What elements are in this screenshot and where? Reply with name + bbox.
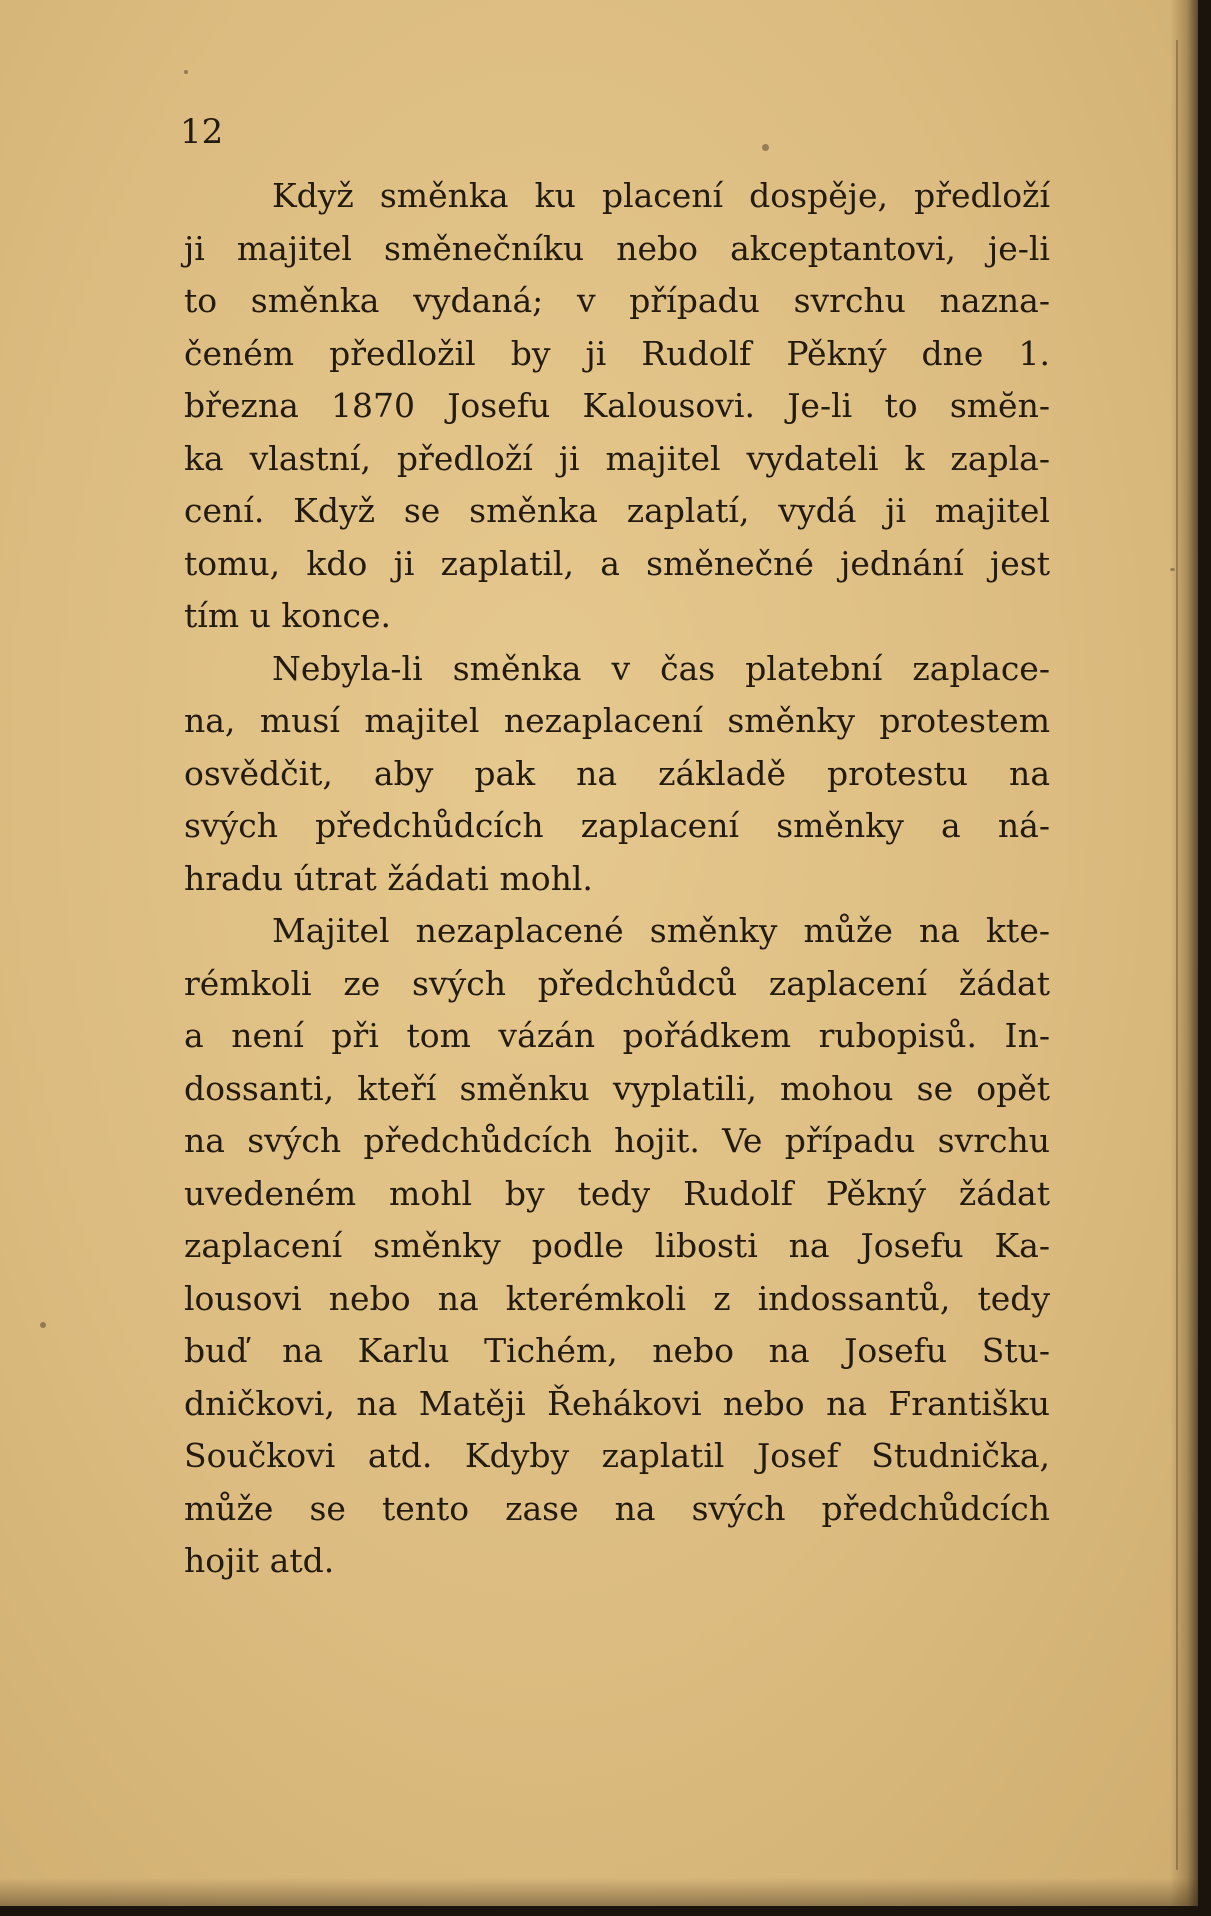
paragraph-1 [184,170,1050,643]
page-number: 12 [180,112,224,152]
text-line: dničkovi, na Matěji Řehákovi nebo na Františku [184,1383,1050,1423]
text-line: ji majitel směnečníku nebo akceptantovi, je-li [184,228,1050,268]
text-line: hojit atd. [184,1541,335,1580]
paper-speck [40,1322,46,1328]
text-line: dossanti, kteří směnku vyplatili, mohou se opět [184,1068,1050,1108]
page-right-edge [1170,0,1198,1906]
text-line: zaplacení směnky podle libosti na Josefu Ka- [184,1226,1050,1265]
text-line: Nebyla-li směnka v čas platební zaplace- [272,648,1050,688]
paper-speck [184,70,188,74]
text-line: hradu útrat žádati mohl. [184,858,593,898]
text-line: buď na Karlu Tichém, nebo na Josefu Stu- [184,1331,1050,1370]
page-bottom-edge [0,1878,1198,1906]
text-line: Když směnka ku placení dospěje, předloží [272,176,1050,215]
text-line: Majitel nezaplacené směnky může na kte- [272,911,1050,950]
text-line: svých předchůdcích zaplacení směnky a ná- [184,806,1050,845]
text-line: lousovi nebo na kterémkoli z indossantů, tedy [184,1278,1050,1318]
body-text [184,170,1050,1588]
text-line: tomu, kdo ji zaplatil, a směnečné jednání jest [184,543,1050,583]
text-line: ka vlastní, předloží ji majitel vydateli k zapla- [184,438,1050,478]
paragraph-3 [184,905,1050,1588]
paper-speck [762,144,769,151]
text-line: na, musí majitel nezaplacení směnky protestem [184,701,1050,740]
text-line: tím u konce. [184,596,391,635]
text-line: uvedeném mohl by tedy Rudolf Pěkný žádat [184,1173,1050,1213]
text-line: čeném předložil by ji Rudolf Pěkný dne 1. [184,333,1050,373]
text-line: cení. Když se směnka zaplatí, vydá ji majitel [184,491,1050,530]
text-line: osvědčit, aby pak na základě protestu na [184,753,1050,793]
text-line: Součkovi atd. Kdyby zaplatil Josef Studnička, [184,1436,1050,1475]
text-line: na svých předchůdcích hojit. Ve případu svrchu [184,1121,1050,1160]
text-line: a není při tom vázán pořádkem rubopisů. In- [184,1016,1050,1055]
text-line: rémkoli ze svých předchůdců zaplacení žádat [184,963,1050,1003]
paper-speck [1170,568,1175,571]
text-line: to směnka vydaná; v případu svrchu nazna- [184,281,1050,320]
paragraph-2 [184,643,1050,906]
text-line: může se tento zase na svých předchůdcích [184,1488,1050,1528]
text-line: března 1870 Josefu Kalousovi. Je-li to smĕn- [184,386,1050,425]
